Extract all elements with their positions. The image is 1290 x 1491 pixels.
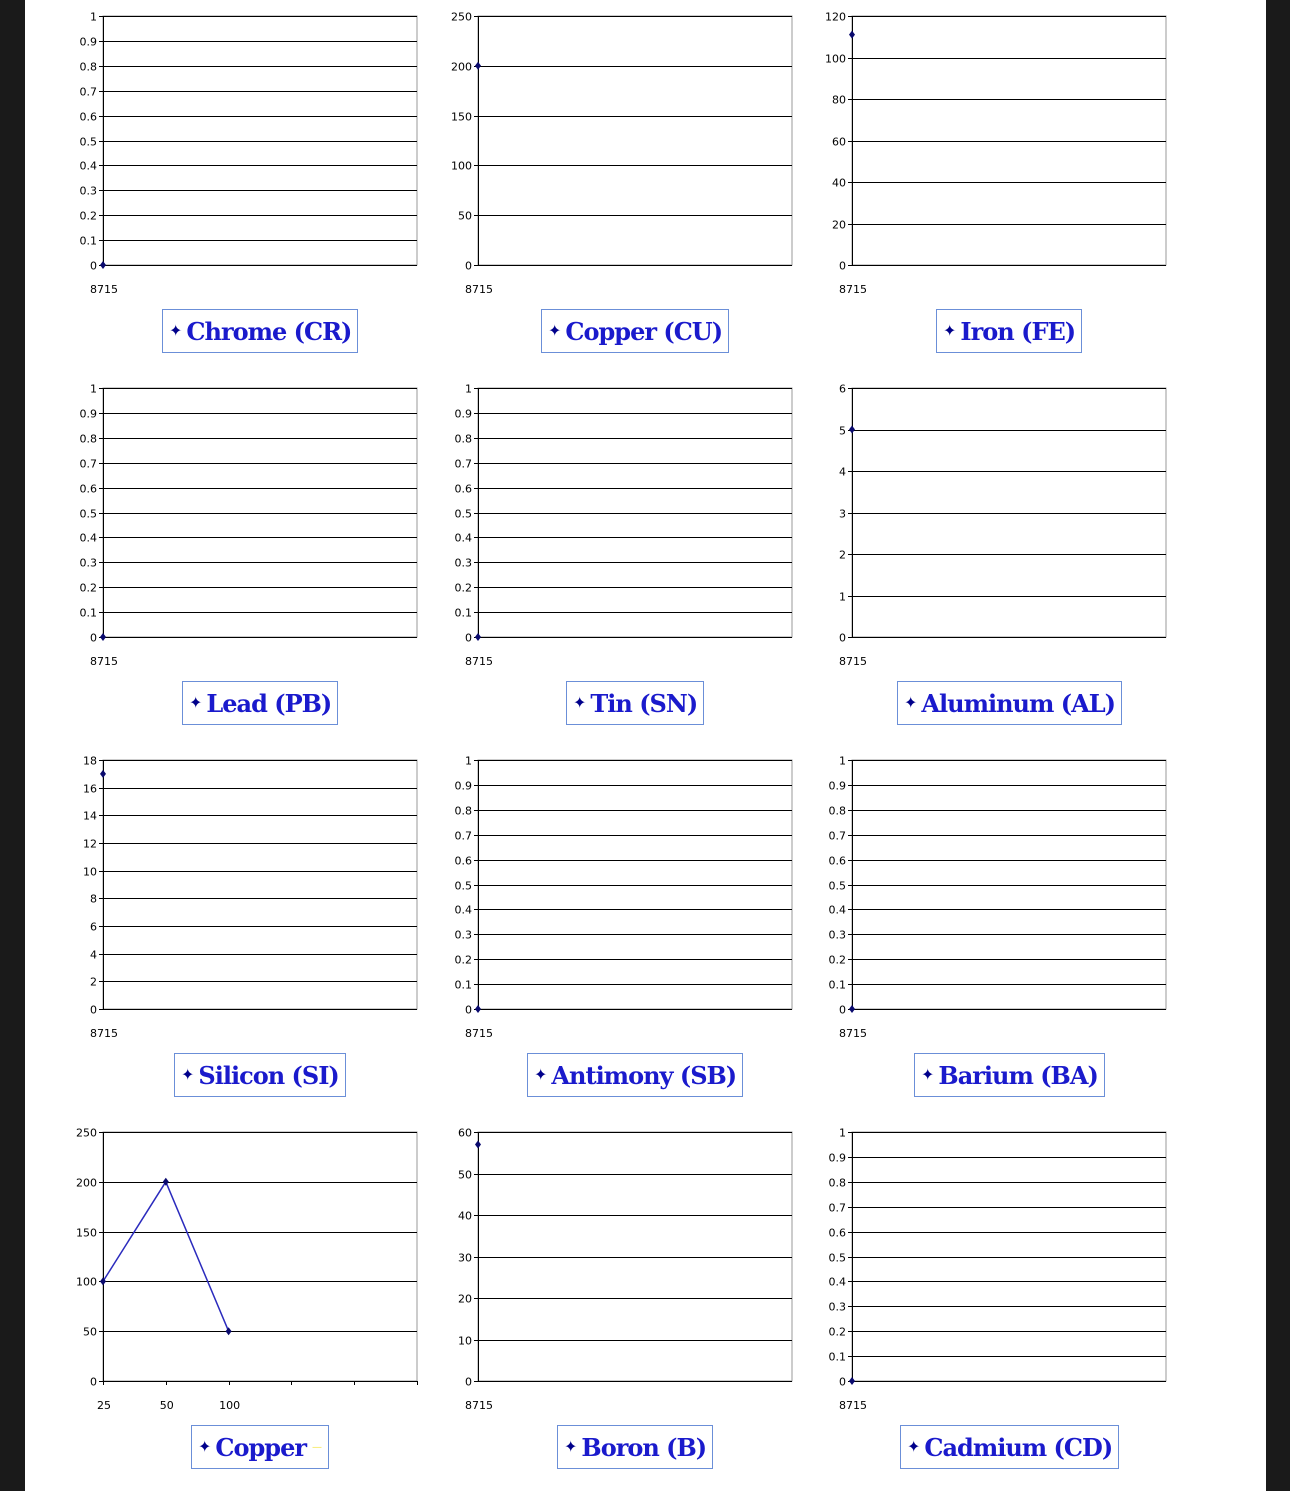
y-tick-label: 4 [90, 948, 97, 962]
plot-area [852, 1132, 1166, 1381]
y-tick-label: 120 [825, 10, 846, 24]
y-tick-label: 0.1 [828, 1350, 846, 1364]
legend-label: Chrome (CR) [186, 316, 352, 346]
y-tick-label: 0 [465, 631, 472, 645]
x-tick-label: 8715 [839, 1399, 867, 1412]
y-tick-label: 0.7 [828, 829, 846, 843]
y-tick-label: 0.9 [454, 407, 472, 421]
x-tick-label: 50 [159, 1399, 174, 1412]
y-tick-label: 0.7 [79, 85, 97, 99]
y-tick-label: 0.5 [454, 507, 472, 521]
x-tick-label: 25 [97, 1399, 111, 1412]
y-tick-label: 30 [458, 1251, 472, 1265]
y-tick-label: 200 [76, 1176, 97, 1190]
x-tick-label: 8715 [465, 1027, 493, 1040]
y-tick-label: 0.2 [79, 581, 97, 595]
y-tick-label: 0 [465, 1003, 472, 1017]
legend-label: Cadmium (CD) [924, 1432, 1113, 1462]
y-tick-label: 0.8 [79, 60, 97, 74]
legend-label: Aluminum (AL) [921, 688, 1115, 718]
y-tick-label: 0.8 [828, 804, 846, 818]
x-tick-label: 8715 [465, 283, 493, 296]
x-tick-label: 8715 [839, 655, 867, 668]
y-tick-label: 2 [90, 975, 97, 989]
y-tick-label: 100 [451, 159, 472, 173]
y-tick-label: 0.5 [828, 1251, 846, 1265]
y-tick-label: 10 [83, 865, 97, 879]
legend-label: Iron (FE) [960, 316, 1076, 346]
y-tick-label: 1 [839, 754, 846, 768]
y-tick-label: 14 [83, 809, 97, 823]
y-tick-label: 60 [832, 135, 846, 149]
y-tick-label: 0.9 [828, 1151, 846, 1165]
y-tick-label: 150 [451, 110, 472, 124]
y-tick-label: 250 [451, 10, 472, 24]
y-tick-label: 0 [839, 1375, 846, 1389]
y-tick-label: 0.7 [454, 829, 472, 843]
y-tick-label: 18 [83, 754, 97, 768]
y-tick-label: 0.9 [79, 35, 97, 49]
y-tick-label: 0.6 [79, 110, 97, 124]
y-tick-label: 6 [90, 920, 97, 934]
legend-label: Copper (CU) [565, 316, 723, 346]
y-tick-label: 20 [832, 218, 846, 232]
y-tick-label: 1 [90, 382, 97, 396]
x-tick-label: 8715 [465, 1399, 493, 1412]
legend-marker-icon: ✦ [181, 1065, 195, 1084]
y-tick-label: 200 [451, 60, 472, 74]
y-tick-label: 0.8 [828, 1176, 846, 1190]
y-tick-label: 0.2 [454, 953, 472, 967]
y-tick-label: 0.1 [454, 606, 472, 620]
y-tick-label: 0.8 [454, 804, 472, 818]
legend-marker-icon: ✦ [573, 693, 587, 712]
x-tick-label: 8715 [839, 1027, 867, 1040]
y-tick-label: 4 [839, 465, 846, 479]
y-tick-label: 20 [458, 1292, 472, 1306]
legend-label: Boron (B) [581, 1432, 707, 1462]
legend-marker-icon: ✦ [548, 321, 562, 340]
y-tick-label: 250 [76, 1126, 97, 1140]
legend-label: Copper [215, 1432, 306, 1462]
y-tick-label: 0 [465, 259, 472, 273]
y-tick-label: 0.2 [828, 953, 846, 967]
legend-marker-icon: ✦ [198, 1437, 212, 1456]
legend-marker-icon: ✦ [169, 321, 183, 340]
y-tick-label: 0.6 [828, 854, 846, 868]
y-tick-label: 0.4 [454, 531, 472, 545]
y-tick-label: 0.6 [79, 482, 97, 496]
y-tick-label: 0 [839, 1003, 846, 1017]
y-tick-label: 0 [839, 259, 846, 273]
legend-extra-mark: — [312, 1441, 322, 1453]
y-tick-label: 0 [465, 1375, 472, 1389]
y-tick-label: 0.3 [454, 928, 472, 942]
legend-marker-icon: ✦ [921, 1065, 935, 1084]
y-tick-label: 0.5 [454, 879, 472, 893]
legend-label: Lead (PB) [206, 688, 332, 718]
legend-label: Barium (BA) [938, 1060, 1098, 1090]
y-tick-label: 1 [465, 754, 472, 768]
y-tick-label: 0.1 [79, 234, 97, 248]
y-tick-label: 0.3 [828, 1300, 846, 1314]
x-tick-label: 8715 [90, 655, 118, 668]
y-tick-label: 0.7 [79, 457, 97, 471]
legend [900, 1425, 1119, 1469]
y-tick-label: 0.9 [79, 407, 97, 421]
y-tick-label: 0.3 [79, 184, 97, 198]
y-tick-label: 0.5 [79, 135, 97, 149]
y-tick-label: 2 [839, 548, 846, 562]
y-tick-label: 0 [90, 631, 97, 645]
y-tick-label: 0 [90, 259, 97, 273]
y-tick-label: 1 [839, 1126, 846, 1140]
y-tick-label: 0.5 [828, 879, 846, 893]
y-tick-label: 6 [839, 382, 846, 396]
y-tick-label: 0.2 [828, 1325, 846, 1339]
y-tick-label: 150 [76, 1226, 97, 1240]
y-tick-label: 8 [90, 892, 97, 906]
y-tick-label: 0.4 [828, 903, 846, 917]
x-tick-label: 8715 [839, 283, 867, 296]
y-tick-label: 1 [465, 382, 472, 396]
y-tick-label: 0.5 [79, 507, 97, 521]
x-tick-label: 8715 [90, 1027, 118, 1040]
y-tick-label: 0.7 [828, 1201, 846, 1215]
y-tick-label: 0.1 [828, 978, 846, 992]
y-tick-label: 0.4 [79, 159, 97, 173]
y-tick-label: 60 [458, 1126, 472, 1140]
y-tick-label: 0.6 [454, 854, 472, 868]
y-tick-label: 0 [90, 1375, 97, 1389]
y-tick-label: 0.3 [79, 556, 97, 570]
data-point-marker [849, 1377, 855, 1385]
legend-marker-icon: ✦ [904, 693, 918, 712]
legend-marker-icon: ✦ [564, 1437, 578, 1456]
y-tick-label: 40 [832, 176, 846, 190]
y-tick-label: 5 [839, 424, 846, 438]
y-tick-label: 0.1 [79, 606, 97, 620]
y-tick-label: 12 [83, 837, 97, 851]
y-tick-label: 0.9 [828, 779, 846, 793]
y-tick-label: 0.2 [79, 209, 97, 223]
legend-marker-icon: ✦ [534, 1065, 548, 1084]
y-tick-label: 0.9 [454, 779, 472, 793]
legend-label: Silicon (SI) [198, 1060, 339, 1090]
y-tick-label: 0.4 [454, 903, 472, 917]
y-tick-label: 40 [458, 1209, 472, 1223]
y-tick-label: 0.3 [828, 928, 846, 942]
y-tick-label: 80 [832, 93, 846, 107]
y-tick-label: 0.6 [828, 1226, 846, 1240]
legend-marker-icon: ✦ [943, 321, 957, 340]
legend-label: Antimony (SB) [551, 1060, 737, 1090]
y-tick-label: 0.4 [828, 1275, 846, 1289]
y-tick-label: 100 [76, 1275, 97, 1289]
y-tick-label: 0.7 [454, 457, 472, 471]
y-tick-label: 50 [458, 1168, 472, 1182]
y-tick-label: 0 [90, 1003, 97, 1017]
y-tick-label: 10 [458, 1334, 472, 1348]
y-tick-label: 3 [839, 507, 846, 521]
y-tick-label: 0.6 [454, 482, 472, 496]
y-tick-label: 0.3 [454, 556, 472, 570]
x-tick-label: 100 [219, 1399, 241, 1412]
x-tick-label: 8715 [465, 655, 493, 668]
legend-label: Tin (SN) [590, 688, 698, 718]
y-tick-label: 0.8 [79, 432, 97, 446]
y-tick-label: 100 [825, 52, 846, 66]
y-tick-label: 0.1 [454, 978, 472, 992]
y-tick-label: 16 [83, 782, 97, 796]
y-tick-label: 50 [458, 209, 472, 223]
y-tick-label: 0.2 [454, 581, 472, 595]
y-tick-label: 1 [90, 10, 97, 24]
legend-marker-icon: ✦ [189, 693, 203, 712]
y-tick-label: 0.4 [79, 531, 97, 545]
y-tick-label: 50 [83, 1325, 97, 1339]
y-tick-label: 0 [839, 631, 846, 645]
y-tick-label: 1 [839, 590, 846, 604]
y-tick-label: 0.8 [454, 432, 472, 446]
x-tick-label: 8715 [90, 283, 118, 296]
legend-marker-icon: ✦ [907, 1437, 921, 1456]
